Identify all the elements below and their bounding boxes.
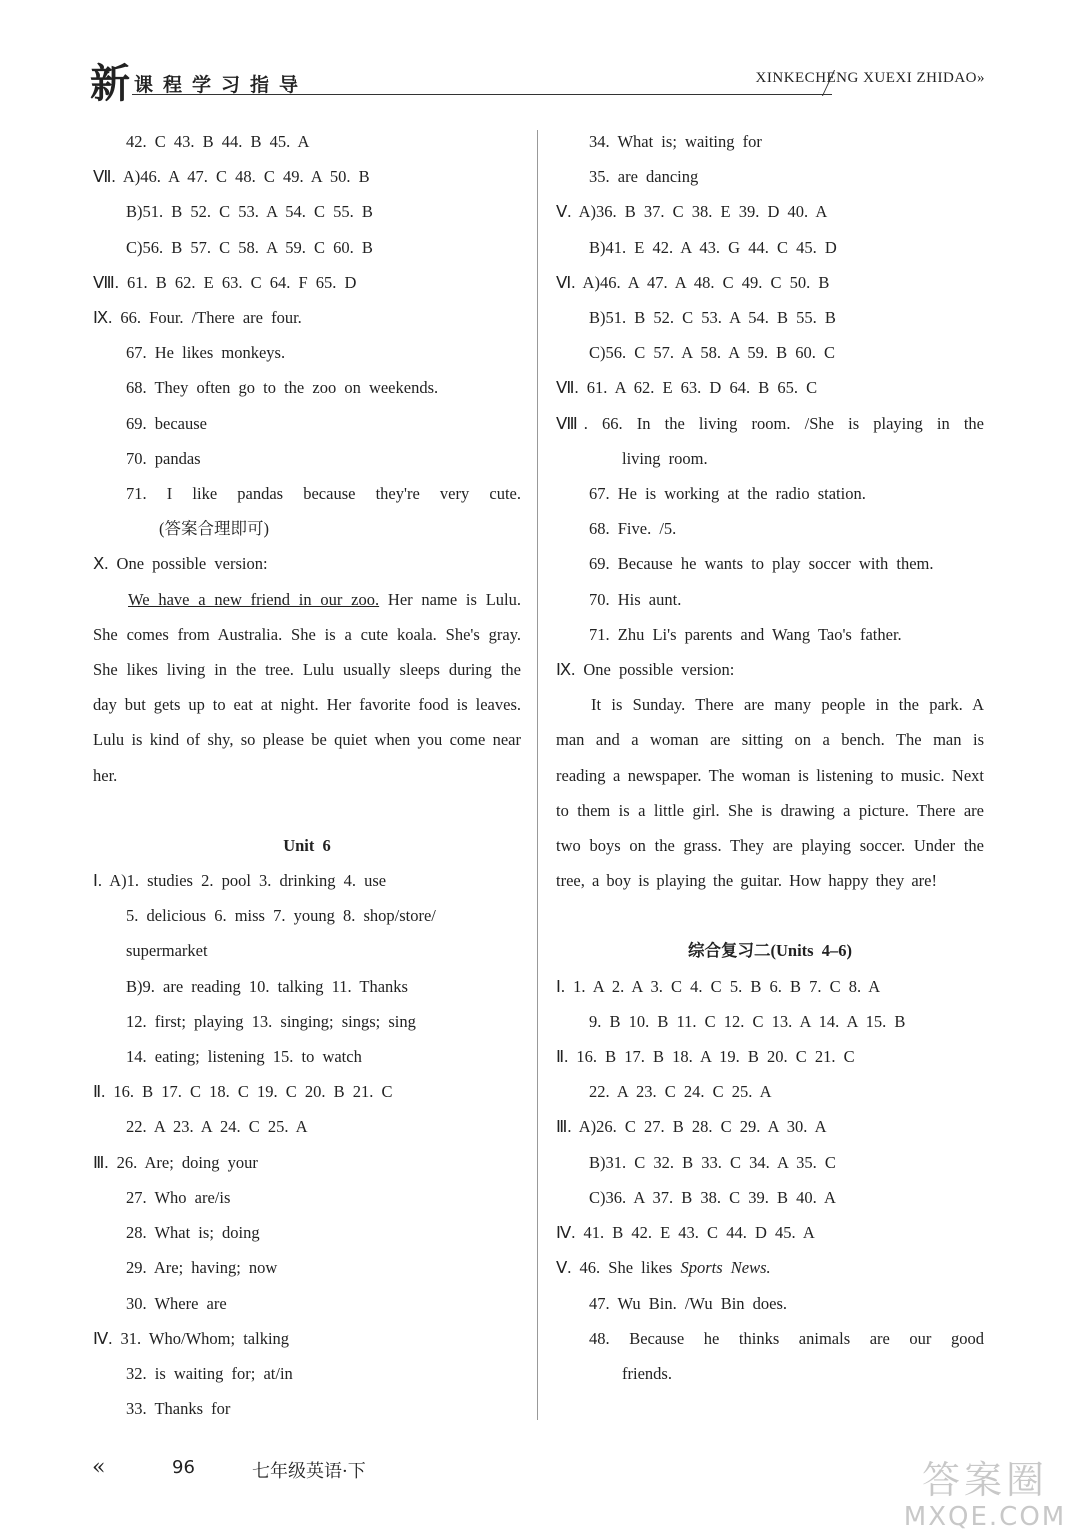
answer-line: 69. because — [126, 413, 207, 433]
watermark-logo: 答案圈 — [921, 1458, 1048, 1502]
answer-line: 14. eating; listening 15. to watch — [126, 1047, 362, 1067]
answer-line: B)31. C 32. B 33. C 34. A 35. C — [589, 1152, 836, 1172]
answer-line: Ⅷ. 66. In the living room. /She is playing in the — [556, 413, 984, 433]
answer-line: 71. I like pandas because they're very cute. — [126, 484, 521, 504]
answer-line: Ⅱ. 16. B 17. B 18. A 19. B 20. C 21. C — [556, 1047, 855, 1067]
answer-line: 9. B 10. B 11. C 12. C 13. A 14. A 15. B — [589, 1011, 906, 1031]
answer-line: 35. are dancing — [589, 167, 699, 187]
answer-line: C)36. A 37. B 38. C 39. B 40. A — [589, 1187, 836, 1207]
answer-line: 71. Zhu Li's parents and Wang Tao's father. — [589, 624, 902, 644]
answer-line: 33. Thanks for — [126, 1399, 231, 1419]
watermark-url: MXQE.COM — [903, 1502, 1067, 1532]
header-rule — [132, 94, 832, 95]
answer-note: (答案合理即可) — [159, 519, 269, 539]
answer-line: 69. Because he wants to play soccer with them. — [589, 554, 934, 574]
watermark — [890, 1458, 1080, 1536]
essay-underlined-sentence: We have a new friend in our zoo. — [128, 589, 380, 609]
book-title: 七年级英语·下 — [252, 1461, 366, 1482]
answer-line: Ⅳ. 31. Who/Whom; talking — [93, 1328, 290, 1348]
answer-line: Ⅴ. A)36. B 37. C 38. E 39. D 40. A — [556, 202, 828, 222]
answer-line: 70. His aunt. — [589, 589, 682, 609]
answer-line: Ⅳ. 41. B 42. E 43. C 44. D 45. A — [556, 1223, 815, 1243]
chevron-left-icon: « — [92, 1455, 106, 1480]
answer-line: Ⅸ. 66. Four. /There are four. — [93, 308, 302, 328]
answer-line: Ⅱ. 16. B 17. C 18. C 19. C 20. B 21. C — [93, 1082, 393, 1102]
answer-line: Ⅲ. 26. Are; doing your — [93, 1152, 258, 1172]
answer-line: Ⅶ. 61. A 62. E 63. D 64. B 65. C — [556, 378, 818, 398]
answer-line: 12. first; playing 13. singing; sings; sing — [126, 1011, 416, 1031]
answer-line: Ⅵ. A)46. A 47. A 48. C 49. C 50. B — [556, 272, 830, 292]
answer-line: 28. What is; doing — [126, 1223, 260, 1243]
answer-line: 68. Five. /5. — [589, 519, 677, 539]
answer-line: 67. He likes monkeys. — [126, 343, 286, 363]
answer-line: 42. C 43. B 44. B 45. A — [126, 132, 310, 151]
answer-line: Ⅸ. One possible version: — [556, 660, 735, 680]
answer-line: 68. They often go to the zoo on weekends. — [126, 378, 439, 398]
review-title: 综合复习二(Units 4–6) — [688, 941, 852, 961]
answer-line: Ⅰ. 1. A 2. A 3. C 4. C 5. B 6. B 7. C 8. A — [556, 976, 881, 996]
answer-line: Ⅲ. A)26. C 27. B 28. C 29. A 30. A — [556, 1117, 827, 1137]
answer-line: C)56. C 57. A 58. A 59. B 60. C — [589, 343, 835, 363]
chevron-right-icon: » — [977, 70, 985, 86]
answer-line: 30. Where are — [126, 1293, 227, 1313]
answer-line: friends. — [622, 1363, 672, 1383]
answer-line: supermarket — [126, 941, 208, 961]
answer-line: Ⅷ. 61. B 62. E 63. C 64. F 65. D — [93, 272, 357, 292]
answer-line: B)51. B 52. C 53. A 54. B 55. B — [589, 308, 836, 328]
left-column — [93, 124, 521, 1426]
column-divider — [537, 130, 538, 1420]
essay-paragraph: It is Sunday. There are many people in the park. A man and a woman are sitting on a bench. The man is reading a newspaper. The woman is listening to music. Next to them is a little girl. She is drawing a picture. There are two boys on the grass. They are playing soccer. Under the tree, a boy is playing the guitar. How happy they are! — [556, 695, 984, 891]
unit-title: Unit 6 — [283, 835, 331, 855]
answer-line: 48. Because he thinks animals are our good — [589, 1328, 984, 1348]
answer-line: B)9. are reading 10. talking 11. Thanks — [126, 976, 408, 996]
page-header — [90, 60, 985, 110]
answer-line: 22. A 23. A 24. C 25. A — [126, 1117, 308, 1137]
answer-line: 29. Are; having; now — [126, 1258, 278, 1278]
answer-line: Ⅰ. A)1. studies 2. pool 3. drinking 4. use — [93, 871, 387, 891]
italic-title: Sports News. — [680, 1258, 771, 1278]
answer-line: 32. is waiting for; at/in — [126, 1363, 293, 1383]
answer-line: B)41. E 42. A 43. G 44. C 45. D — [589, 237, 837, 257]
answer-line: B)51. B 52. C 53. A 54. C 55. B — [126, 202, 373, 222]
answer-line: 22. A 23. C 24. C 25. A — [589, 1082, 772, 1102]
answer-line: living room. — [622, 448, 708, 468]
answer-line: 27. Who are/is — [126, 1187, 231, 1207]
header-title: 课程学习指导 — [134, 74, 309, 96]
answer-line: 70. pandas — [126, 448, 201, 468]
header-english-title: XINKECHENG XUEXI ZHIDAO» — [755, 70, 985, 86]
answer-line: Ⅹ. One possible version: — [93, 554, 268, 574]
right-column — [556, 124, 984, 1391]
page-number: 96 — [172, 1457, 195, 1478]
answer-line: Ⅶ. A)46. A 47. C 48. C 49. A 50. B — [93, 167, 370, 187]
answer-line: Ⅴ. 46. She likes Sports News. — [556, 1258, 771, 1278]
answer-line: C)56. B 57. C 58. A 59. C 60. B — [126, 237, 373, 257]
logo-char: 新 — [90, 60, 130, 107]
answer-line: 5. delicious 6. miss 7. young 8. shop/store/ — [126, 906, 436, 926]
answer-line: 67. He is working at the radio station. — [589, 484, 866, 504]
answer-line: 47. Wu Bin. /Wu Bin does. — [589, 1293, 788, 1313]
answer-line: 34. What is; waiting for — [589, 132, 762, 151]
essay-paragraph: We have a new friend in our zoo. Her name is Lulu. She comes from Australia. She is a cute koala. She's gray. She likes living in the tree. Lulu usually sleeps during the day but gets up to eat at night. Her favorite food is leaves. Lulu is kind of shy, so please be quiet when you come near her. — [93, 589, 521, 785]
page-footer — [92, 1455, 492, 1485]
